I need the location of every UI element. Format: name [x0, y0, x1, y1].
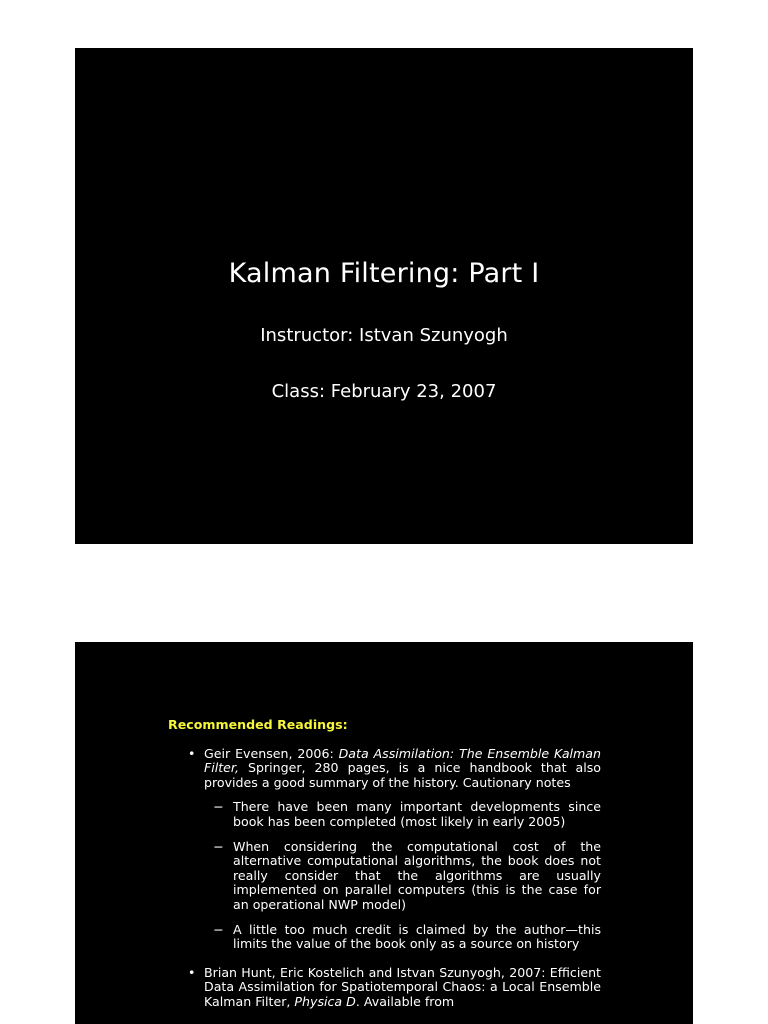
- reading-text-suffix: Springer, 280 pages, is a nice handbook that also provides a good summary of the history. Cautionary notes: [204, 760, 601, 790]
- note-text: A little too much credit is claimed by the author—this limits the value of the book only as a source on history: [233, 921, 601, 952]
- reading-book-title: Data Assimilation: The Ensemble Kalman Filter,: [204, 745, 601, 776]
- readings-slide: [75, 642, 693, 1024]
- instructor-line: Instructor: Istvan Szunyogh: [260, 325, 508, 346]
- note-text: When considering the computational cost of the alternative computational algorithms, the book does not really consider that the algorithms are usually implemented on parallel computers (this is the case for an operational NWP model): [233, 838, 601, 912]
- reading-text-suffix: . Available from: [355, 993, 455, 1009]
- readings-list: [168, 747, 601, 1010]
- note-text: There have been many important developments since book has been completed (most likely in early 2005): [233, 799, 601, 829]
- note-item: [204, 800, 601, 829]
- reading-item-evensen: [168, 747, 601, 952]
- note-item: [204, 923, 601, 952]
- title-slide: [75, 48, 693, 544]
- dash-icon: −: [213, 838, 224, 854]
- note-item: [204, 840, 601, 913]
- reading-text-prefix: Geir Evensen, 2006:: [204, 745, 339, 761]
- dash-icon: −: [213, 799, 224, 815]
- readings-heading: Recommended Readings:: [168, 717, 348, 732]
- cautionary-notes-list: [204, 800, 601, 951]
- bullet-icon: •: [188, 745, 196, 761]
- class-date-line: Class: February 23, 2007: [271, 381, 497, 402]
- reading-item-hunt: [168, 966, 601, 1010]
- reading-journal-title: Physica D: [294, 993, 356, 1009]
- bullet-icon: •: [188, 964, 196, 980]
- slide-title: Kalman Filtering: Part I: [228, 258, 540, 289]
- reading-text-prefix: Brian Hunt, Eric Kostelich and Istvan Szunyogh, 2007: Efficient Data Assimilation for Spatiotemporal Chaos: a Local Ensemble Kalman Filter,: [204, 964, 601, 1009]
- recommended-readings: [168, 718, 601, 1024]
- dash-icon: −: [213, 921, 224, 937]
